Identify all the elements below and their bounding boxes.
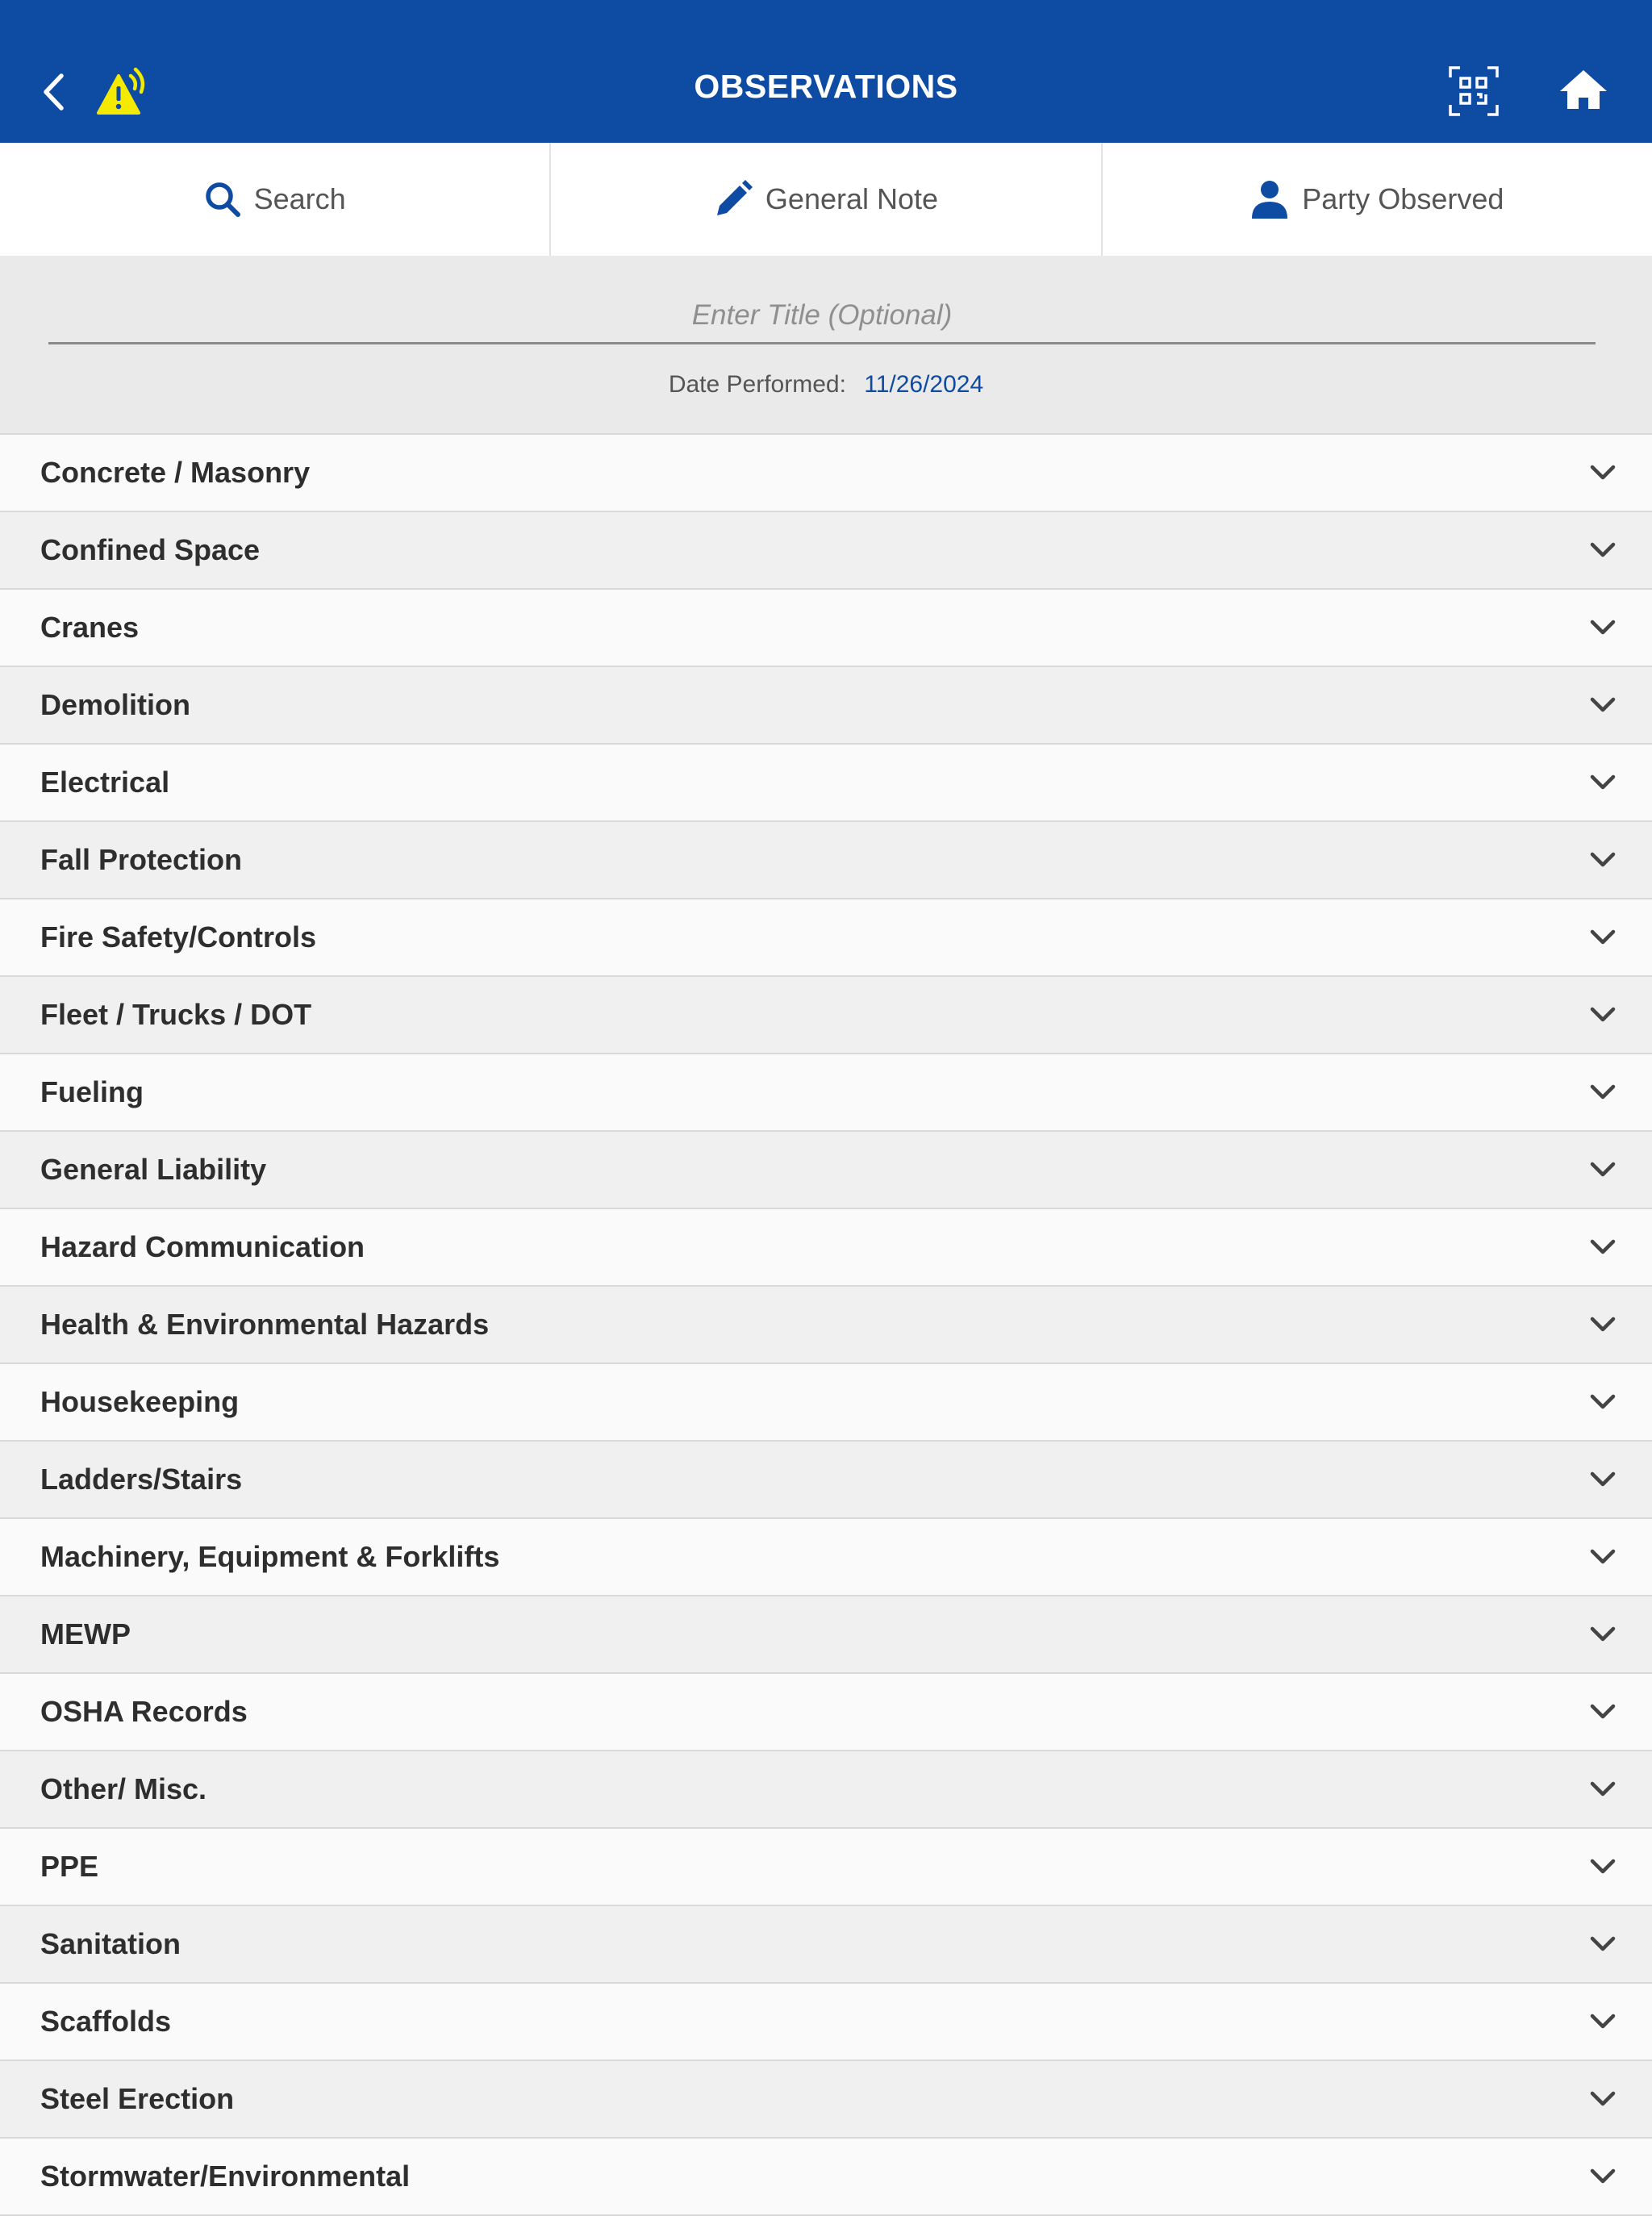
- date-performed-value[interactable]: 11/26/2024: [864, 371, 984, 398]
- category-row[interactable]: [0, 667, 1652, 745]
- category-row[interactable]: [0, 2139, 1652, 2216]
- category-label: Stormwater/Environmental: [40, 2160, 411, 2193]
- observation-header-form: [0, 256, 1652, 435]
- category-label: PPE: [40, 1850, 99, 1883]
- category-label: OSHA Records: [40, 1695, 248, 1728]
- category-label: Hazard Communication: [40, 1230, 365, 1263]
- person-icon: [1250, 180, 1289, 219]
- pencil-icon: [714, 180, 753, 219]
- chevron-down-icon[interactable]: [1589, 1780, 1617, 1798]
- chevron-down-icon[interactable]: [1589, 1858, 1617, 1876]
- category-row[interactable]: [0, 1364, 1652, 1442]
- category-row[interactable]: [0, 1054, 1652, 1132]
- category-row[interactable]: [0, 1442, 1652, 1519]
- chevron-down-icon[interactable]: [1589, 541, 1617, 559]
- search-icon: [204, 181, 241, 218]
- title-input[interactable]: [48, 288, 1596, 344]
- chevron-down-icon[interactable]: [1589, 929, 1617, 946]
- category-label: Concrete / Masonry: [40, 456, 311, 489]
- category-label: Sanitation: [40, 1927, 181, 1960]
- category-row[interactable]: [0, 590, 1652, 667]
- category-label: Machinery, Equipment & Forklifts: [40, 1540, 500, 1573]
- date-performed-row: [0, 371, 1652, 399]
- action-toolbar: [0, 143, 1652, 256]
- category-label: Ladders/Stairs: [40, 1463, 243, 1496]
- chevron-down-icon[interactable]: [1589, 1471, 1617, 1488]
- category-row[interactable]: [0, 512, 1652, 590]
- date-performed-label: Date Performed:: [668, 371, 846, 398]
- category-label: Fleet / Trucks / DOT: [40, 998, 312, 1031]
- category-label: Fall Protection: [40, 843, 243, 876]
- chevron-down-icon[interactable]: [1589, 1161, 1617, 1179]
- chevron-down-icon[interactable]: [1589, 1935, 1617, 1953]
- category-label: Other/ Misc.: [40, 1772, 207, 1805]
- category-row[interactable]: [0, 1984, 1652, 2061]
- category-row[interactable]: [0, 822, 1652, 899]
- category-row[interactable]: [0, 1906, 1652, 1984]
- category-label: Cranes: [40, 611, 140, 644]
- category-label: Confined Space: [40, 533, 261, 566]
- page-title: OBSERVATIONS: [694, 68, 958, 105]
- category-row[interactable]: [0, 1751, 1652, 1829]
- category-label: Steel Erection: [40, 2082, 235, 2115]
- category-row[interactable]: [0, 2061, 1652, 2139]
- qr-scan-button[interactable]: [1449, 66, 1499, 116]
- chevron-down-icon[interactable]: [1589, 1393, 1617, 1411]
- category-row[interactable]: [0, 1829, 1652, 1906]
- category-row[interactable]: [0, 435, 1652, 512]
- chevron-down-icon[interactable]: [1589, 696, 1617, 714]
- category-row[interactable]: [0, 1287, 1652, 1364]
- home-icon: [1558, 69, 1608, 111]
- category-label: MEWP: [40, 1617, 131, 1651]
- category-label: General Liability: [40, 1153, 267, 1186]
- category-label: Health & Environmental Hazards: [40, 1308, 490, 1341]
- category-row[interactable]: [0, 977, 1652, 1054]
- category-row[interactable]: [0, 745, 1652, 822]
- nav-header: [0, 0, 1652, 143]
- category-row[interactable]: [0, 1596, 1652, 1674]
- general-note-label: General Note: [765, 182, 939, 215]
- chevron-down-icon[interactable]: [1589, 1316, 1617, 1333]
- search-button[interactable]: [0, 143, 551, 256]
- category-label: Fire Safety/Controls: [40, 920, 317, 954]
- chevron-down-icon[interactable]: [1589, 619, 1617, 636]
- chevron-down-icon[interactable]: [1589, 1083, 1617, 1101]
- chevron-down-icon[interactable]: [1589, 2013, 1617, 2030]
- party-observed-button[interactable]: [1103, 143, 1652, 256]
- category-row[interactable]: [0, 899, 1652, 977]
- chevron-down-icon[interactable]: [1589, 1006, 1617, 1024]
- category-list: [0, 435, 1652, 2216]
- chevron-down-icon[interactable]: [1589, 2168, 1617, 2185]
- chevron-down-icon[interactable]: [1589, 774, 1617, 791]
- category-row[interactable]: [0, 1209, 1652, 1287]
- chevron-down-icon[interactable]: [1589, 851, 1617, 869]
- chevron-down-icon[interactable]: [1589, 1238, 1617, 1256]
- chevron-down-icon[interactable]: [1589, 1703, 1617, 1721]
- category-label: Scaffolds: [40, 2005, 172, 2038]
- chevron-down-icon[interactable]: [1589, 464, 1617, 482]
- category-row[interactable]: [0, 1519, 1652, 1596]
- category-label: Fueling: [40, 1075, 144, 1108]
- chevron-down-icon[interactable]: [1589, 2090, 1617, 2108]
- search-label: Search: [253, 182, 346, 215]
- category-row[interactable]: [0, 1132, 1652, 1209]
- category-label: Electrical: [40, 766, 170, 799]
- chevron-down-icon[interactable]: [1589, 1548, 1617, 1566]
- qr-scan-icon: [1449, 66, 1499, 116]
- home-button[interactable]: [1557, 65, 1610, 115]
- general-note-button[interactable]: [551, 143, 1102, 256]
- category-label: Housekeeping: [40, 1385, 240, 1418]
- category-row[interactable]: [0, 1674, 1652, 1751]
- category-label: Demolition: [40, 688, 190, 721]
- party-observed-label: Party Observed: [1302, 182, 1504, 215]
- chevron-down-icon[interactable]: [1589, 1625, 1617, 1643]
